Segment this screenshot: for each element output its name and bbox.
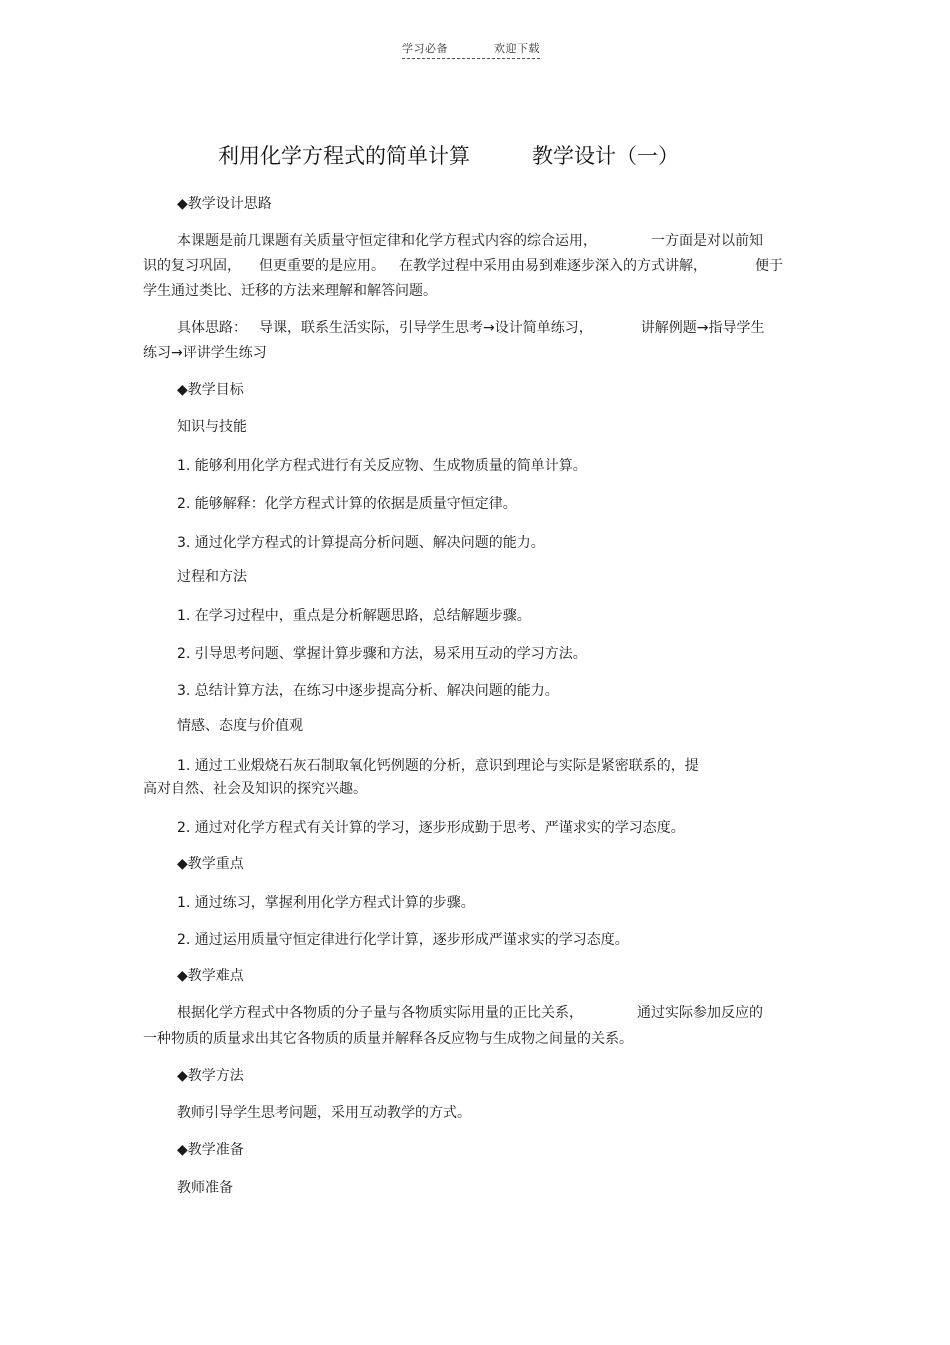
text-segment: 便于 — [755, 258, 783, 274]
goals-process-label: 过程和方法 — [177, 569, 247, 585]
text-segment: 通过实际参加反应的 — [637, 1005, 763, 1021]
text-segment: 在教学过程中采用由易到难逐步深入的方式讲解， — [399, 258, 707, 274]
design-p1-line2 — [143, 256, 783, 276]
text-segment: 导课，联系生活实际，引导学生思考→设计简单练习， — [259, 320, 593, 336]
key-point-item: 1. 通过练习，掌握利用化学方程式计算的步骤。 — [177, 895, 475, 911]
page-header — [402, 40, 540, 59]
goals-knowledge-label: 知识与技能 — [177, 419, 247, 435]
heading-design-idea: ◆教学设计思路 — [177, 196, 272, 212]
goals-attitude-item2: 2. 通过对化学方程式有关计算的学习，逐步形成勤于思考、严谨求实的学习态度。 — [177, 820, 685, 836]
goals-process-item: 1. 在学习过程中，重点是分析解题思路，总结解题步骤。 — [177, 608, 531, 624]
goals-knowledge-item: 3. 通过化学方程式的计算提高分析问题、解决问题的能力。 — [177, 535, 545, 551]
goals-knowledge-item: 1. 能够利用化学方程式进行有关反应物、生成物质量的简单计算。 — [177, 458, 587, 474]
design-p1-line3: 学生通过类比、迁移的方法来理解和解答问题。 — [143, 283, 437, 299]
text-segment: 但更重要的是应用。 — [259, 258, 385, 274]
heading-goals: ◆教学目标 — [177, 382, 244, 398]
header-right: 欢迎下载 — [494, 42, 540, 55]
text-segment: 根据化学方程式中各物质的分子量与各物质实际用量的正比关系， — [177, 1005, 583, 1021]
goals-process-item: 2. 引导思考问题、掌握计算步骤和方法，易采用互动的学习方法。 — [177, 646, 587, 662]
method-text: 教师引导学生思考问题，采用互动教学的方式。 — [177, 1105, 471, 1121]
goals-process-item: 3. 总结计算方法，在练习中逐步提高分析、解决问题的能力。 — [177, 683, 559, 699]
design-p1-line1 — [177, 231, 763, 251]
text-segment: 本课题是前几课题有关质量守恒定律和化学方程式内容的综合运用， — [177, 233, 597, 249]
difficulty-line1 — [177, 1003, 763, 1023]
heading-preparation: ◆教学准备 — [177, 1142, 244, 1158]
goals-attitude-item1-line2: 高对自然、社会及知识的探究兴趣。 — [143, 781, 367, 797]
header-left: 学习必备 — [402, 42, 448, 55]
preparation-text: 教师准备 — [177, 1180, 233, 1196]
text-segment: 讲解例题→指导学生 — [640, 320, 765, 336]
text-segment: 具体思路： — [177, 320, 247, 336]
design-p2-line1 — [177, 318, 764, 338]
goals-attitude-label: 情感、态度与价值观 — [177, 718, 303, 734]
design-p2-line2: 练习→评讲学生练习 — [143, 345, 267, 361]
document-title — [218, 140, 679, 170]
heading-difficulty: ◆教学难点 — [177, 968, 244, 984]
key-point-item: 2. 通过运用质量守恒定律进行化学计算，逐步形成严谨求实的学习态度。 — [177, 932, 629, 948]
text-segment: 一方面是对以前知 — [651, 233, 763, 249]
goals-knowledge-item: 2. 能够解释：化学方程式计算的依据是质量守恒定律。 — [177, 496, 517, 512]
text-segment: 识的复习巩固， — [143, 258, 241, 274]
title-main: 利用化学方程式的简单计算 — [218, 144, 470, 168]
goals-attitude-item1-line1: 1. 通过工业煅烧石灰石制取氧化钙例题的分析，意识到理论与实际是紧密联系的，提 — [177, 758, 699, 774]
difficulty-line2: 一种物质的质量求出其它各物质的质量并解释各反应物与生成物之间量的关系。 — [143, 1031, 633, 1047]
heading-method: ◆教学方法 — [177, 1068, 244, 1084]
title-sub: 教学设计（一） — [532, 144, 679, 168]
heading-key-points: ◆教学重点 — [177, 856, 244, 872]
